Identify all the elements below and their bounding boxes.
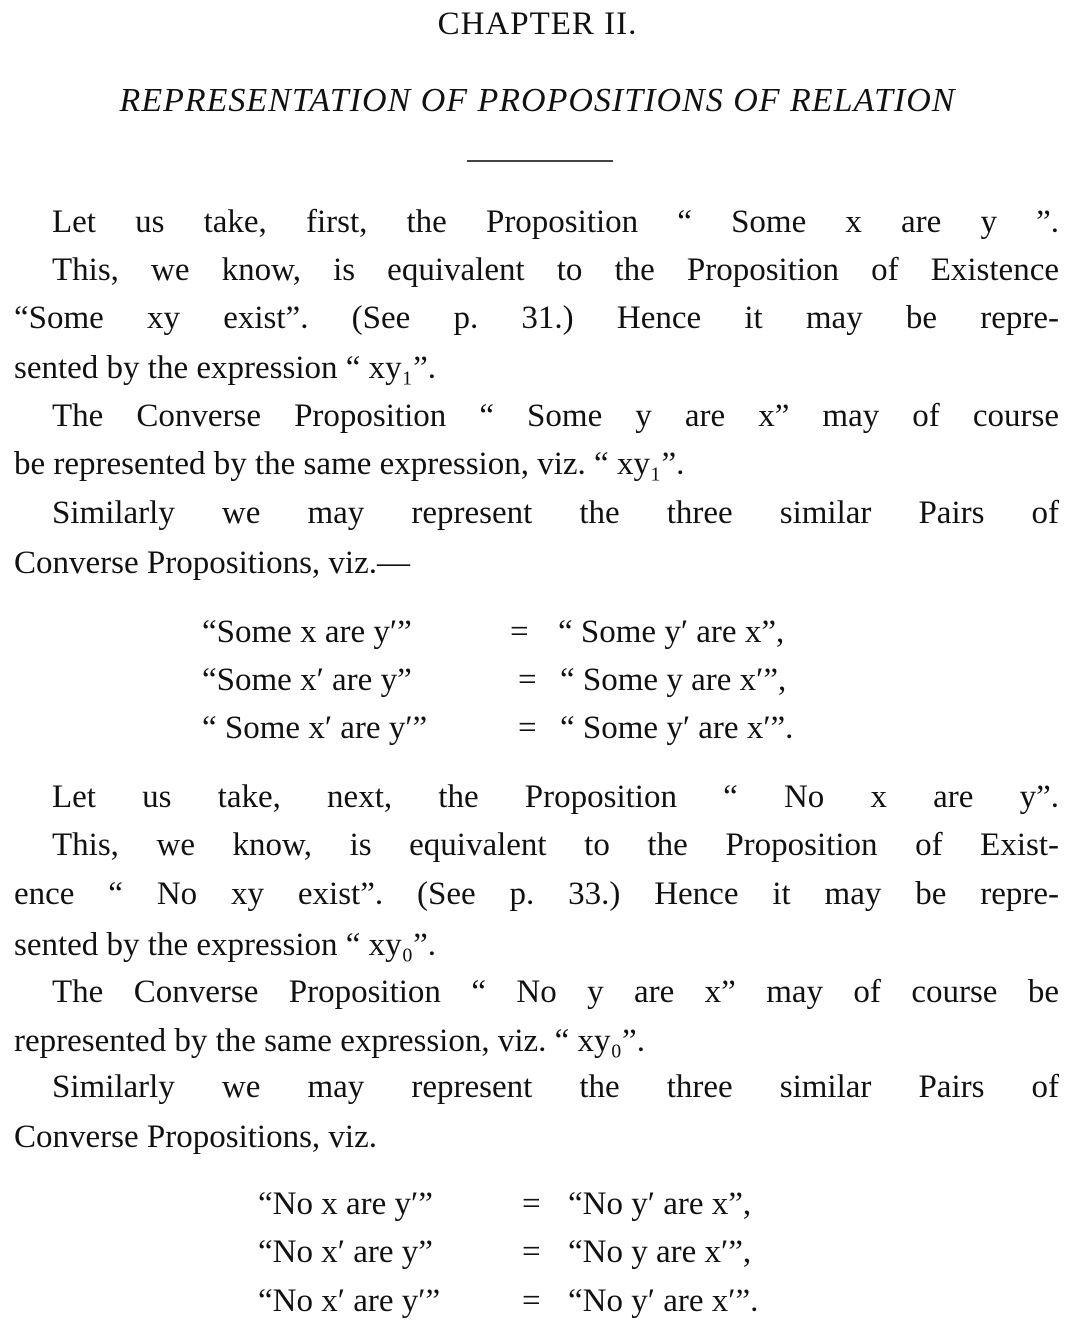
equation-rhs: “ Some y′ are x”,	[558, 614, 785, 650]
paragraph-line: Similarly we may represent the three similar Pairs of	[52, 1069, 1059, 1105]
equation-row	[202, 660, 902, 700]
equals-sign: =	[518, 662, 537, 698]
equation-rhs: “No y′ are x”,	[568, 1186, 752, 1222]
equation-rhs: “No y′ are x′”.	[568, 1283, 759, 1319]
paragraph-line: This, we know, is equivalent to the Proposition of Existence	[52, 252, 1059, 288]
equation-rhs: “ Some y are x′”,	[560, 662, 787, 698]
chapter-title: REPRESENTATION OF PROPOSITIONS OF RELATION	[119, 82, 956, 119]
chapter-heading: CHAPTER II.	[437, 6, 638, 42]
equation-row	[258, 1184, 898, 1224]
paragraph-line: sented by the expression “ xy₀”.	[14, 927, 437, 963]
equation-rhs: “ Some y′ are x′”.	[560, 710, 794, 746]
paragraph-line: Let us take, first, the Proposition “ Some x are y ”.	[52, 204, 1059, 240]
equation-lhs: “No x are y′”	[258, 1186, 433, 1222]
equals-sign: =	[522, 1283, 541, 1319]
equation-lhs: “No x′ are y”	[258, 1234, 433, 1270]
equation-lhs: “Some x are y′”	[202, 614, 412, 650]
equals-sign: =	[522, 1186, 541, 1222]
paragraph-line: The Converse Proposition “ Some y are x” may of course	[52, 398, 1059, 434]
paragraph-line: be represented by the same expression, viz. “ xy₁”.	[14, 446, 685, 482]
equals-sign: =	[522, 1234, 541, 1270]
equation-row	[202, 612, 902, 652]
paragraph-line: Let us take, next, the Proposition “ No x are y”.	[52, 779, 1059, 815]
paragraph-line: represented by the same expression, viz. “ xy₀”.	[14, 1023, 645, 1059]
paragraph-line: Similarly we may represent the three similar Pairs of	[52, 495, 1059, 531]
paragraph-line: sented by the expression “ xy₁”.	[14, 350, 437, 386]
equation-lhs: “Some x′ are y”	[202, 662, 412, 698]
paragraph-line: The Converse Proposition “ No y are x” may of course be	[52, 974, 1059, 1010]
equation-row	[202, 708, 902, 748]
paragraph-line: “Some xy exist”. (See p. 31.) Hence it may be repre-	[14, 300, 1059, 336]
equals-sign: =	[510, 614, 529, 650]
paragraph-line: Converse Propositions, viz.	[14, 1119, 377, 1155]
paragraph-line: Converse Propositions, viz.—	[14, 545, 410, 581]
equation-row	[258, 1281, 898, 1321]
paragraph-line: ence “ No xy exist”. (See p. 33.) Hence it may be repre-	[14, 876, 1059, 912]
equation-lhs: “No x′ are y′”	[258, 1283, 441, 1319]
equation-row	[258, 1232, 898, 1272]
equation-lhs: “ Some x′ are y′”	[202, 710, 428, 746]
equation-rhs: “No y are x′”,	[568, 1234, 752, 1270]
paragraph-line: This, we know, is equivalent to the Proposition of Exist-	[52, 827, 1059, 863]
title-divider	[467, 160, 613, 162]
equals-sign: =	[518, 710, 537, 746]
